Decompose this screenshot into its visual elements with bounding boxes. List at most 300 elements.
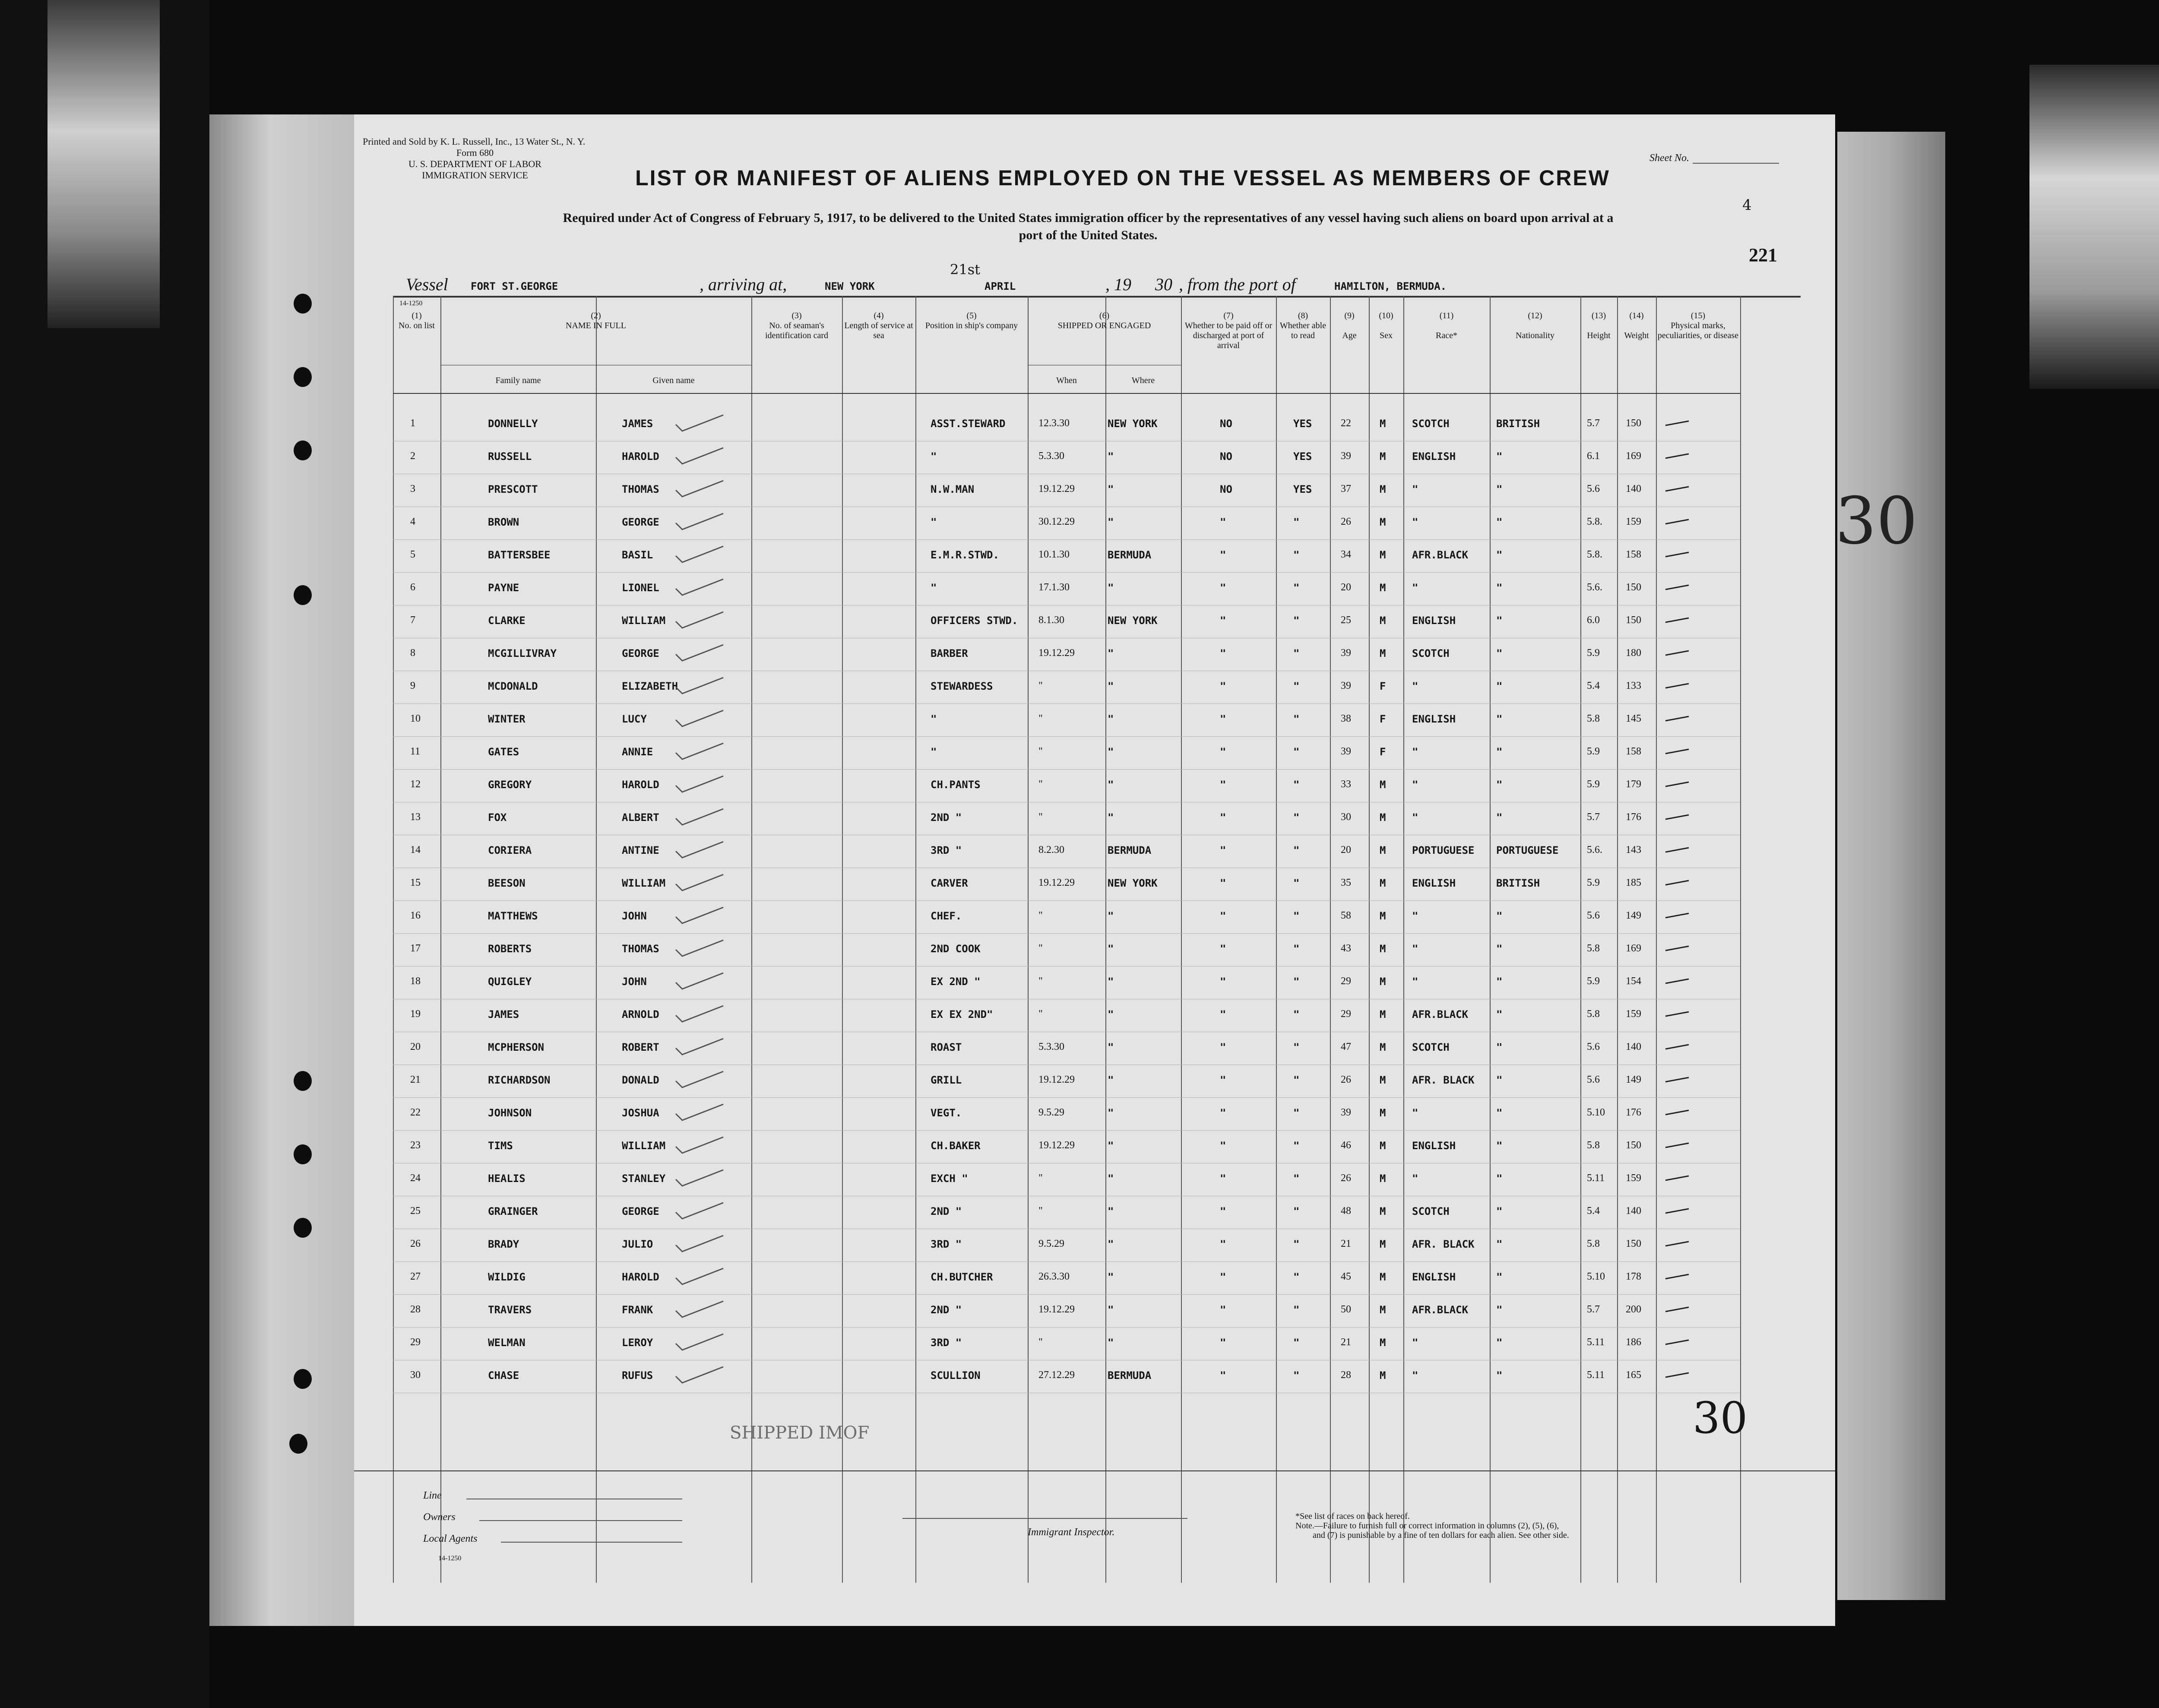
- able-to-read: ": [1293, 976, 1300, 988]
- shipped-when: 19.12.29: [1038, 877, 1075, 888]
- sheet-no-label: Sheet No.: [1649, 152, 1689, 164]
- row-number: 16: [410, 910, 421, 921]
- able-to-read: ": [1293, 516, 1300, 528]
- weight: 159: [1626, 1008, 1641, 1020]
- paid-off: ": [1220, 1271, 1226, 1283]
- nationality: ": [1496, 680, 1503, 692]
- sex: M: [1380, 1041, 1386, 1053]
- height: 5.6.: [1587, 844, 1602, 856]
- shipped-when: 30.12.29: [1038, 516, 1075, 527]
- height: 6.0: [1587, 615, 1600, 626]
- able-to-read: ": [1293, 1271, 1300, 1283]
- col-number: (7): [1223, 311, 1234, 320]
- table-row: [393, 966, 1740, 999]
- able-to-read: ": [1293, 746, 1300, 758]
- table-row: [393, 1065, 1740, 1098]
- shipped-when: 27.12.29: [1038, 1369, 1075, 1381]
- race: ENGLISH: [1412, 1140, 1456, 1152]
- height: 5.9: [1587, 647, 1600, 659]
- shipped-where: ": [1108, 647, 1114, 659]
- able-to-read: YES: [1293, 450, 1312, 463]
- age: 45: [1341, 1271, 1351, 1282]
- col-number: (10): [1379, 311, 1393, 320]
- binder-hole: [294, 440, 312, 460]
- check-mark-icon: [674, 871, 725, 893]
- sex: M: [1380, 877, 1386, 889]
- check-mark-icon: [674, 1298, 725, 1319]
- shipped-where: ": [1108, 483, 1114, 495]
- check-mark-icon: [674, 1199, 725, 1221]
- shipped-where: NEW YORK: [1108, 877, 1158, 889]
- race: ": [1412, 680, 1418, 692]
- nationality: ": [1496, 910, 1503, 922]
- position: CH.BUTCHER: [931, 1271, 993, 1283]
- table-row: [393, 1229, 1740, 1262]
- able-to-read: ": [1293, 1107, 1300, 1119]
- tick-mark-icon: [1665, 1009, 1690, 1018]
- nationality: ": [1496, 746, 1503, 758]
- check-mark-icon: [674, 641, 725, 663]
- paid-off: ": [1220, 746, 1226, 758]
- weight: 140: [1626, 483, 1641, 494]
- row-number: 23: [410, 1140, 421, 1151]
- paid-off: ": [1220, 910, 1226, 922]
- table-row: [393, 802, 1740, 835]
- col-header-no: [393, 311, 440, 331]
- nationality: ": [1496, 1074, 1503, 1086]
- nationality: ": [1496, 1304, 1503, 1316]
- tick-mark-icon: [1665, 648, 1690, 657]
- paid-off: ": [1220, 582, 1226, 594]
- year-prefix: , 19: [1105, 275, 1131, 294]
- owners-label: Owners: [423, 1512, 456, 1523]
- tick-mark-icon: [1665, 1042, 1690, 1051]
- height: 5.11: [1587, 1337, 1605, 1348]
- handwritten-total: 30: [1693, 1393, 1748, 1443]
- height: 5.10: [1587, 1271, 1605, 1282]
- height: 5.8.: [1587, 516, 1602, 527]
- film-strip-right: [2029, 65, 2159, 389]
- arrival-day: 21st: [950, 261, 980, 278]
- family-name: GREGORY: [488, 779, 532, 791]
- given-name: ROBERT: [622, 1041, 659, 1053]
- table-row: [393, 474, 1740, 507]
- form-number: Form 680: [456, 147, 494, 158]
- col-title: Sex: [1380, 331, 1393, 340]
- family-name: PRESCOTT: [488, 483, 538, 495]
- race: SCOTCH: [1412, 647, 1450, 659]
- weight: 133: [1626, 680, 1641, 691]
- col-title: SHIPPED OR ENGAGED: [1057, 321, 1151, 330]
- able-to-read: YES: [1293, 483, 1312, 495]
- race: AFR. BLACK: [1412, 1074, 1475, 1086]
- nationality: ": [1496, 1337, 1503, 1349]
- height: 5.8: [1587, 1008, 1600, 1020]
- row-number: 29: [410, 1337, 421, 1348]
- paid-off: NO: [1220, 418, 1232, 430]
- age: 38: [1341, 713, 1351, 724]
- tick-mark-icon: [1665, 1370, 1690, 1379]
- sex: M: [1380, 647, 1386, 659]
- check-mark-icon: [674, 904, 725, 925]
- shipped-where: ": [1108, 1041, 1114, 1053]
- film-strip-left: [47, 0, 160, 328]
- shipped-when: 9.5.29: [1038, 1238, 1064, 1249]
- tick-mark-icon: [1665, 1141, 1690, 1149]
- table-row: [393, 507, 1740, 540]
- table-row: [393, 933, 1740, 966]
- paid-off: ": [1220, 1107, 1226, 1119]
- shipped-when: ": [1038, 680, 1043, 691]
- sex: M: [1380, 582, 1386, 594]
- family-name: QUIGLEY: [488, 976, 532, 988]
- table-row: [393, 1130, 1740, 1163]
- family-name: BEESON: [488, 877, 526, 889]
- table-row: [393, 671, 1740, 704]
- shipped-where: ": [1108, 1205, 1114, 1217]
- col-title: Position in ship's company: [925, 321, 1018, 330]
- able-to-read: ": [1293, 1337, 1300, 1349]
- tick-mark-icon: [1665, 1305, 1690, 1313]
- position: 3RD ": [931, 844, 962, 856]
- row-number: 17: [410, 943, 421, 954]
- table-row: [393, 408, 1740, 441]
- shipped-where: ": [1108, 976, 1114, 988]
- sex: M: [1380, 1369, 1386, 1382]
- race: ENGLISH: [1412, 877, 1456, 889]
- tick-mark-icon: [1665, 681, 1690, 690]
- height: 5.8: [1587, 1238, 1600, 1249]
- paid-off: ": [1220, 1205, 1226, 1217]
- col-number: (8): [1298, 311, 1308, 320]
- height: 5.6: [1587, 1041, 1600, 1052]
- age: 35: [1341, 877, 1351, 888]
- shipped-when: ": [1038, 1172, 1043, 1184]
- position: SCULLION: [931, 1369, 981, 1382]
- subtitle-line: port of the United States.: [1019, 228, 1158, 242]
- binder-strip-left: [209, 114, 361, 1626]
- shipped-when: ": [1038, 1337, 1043, 1348]
- shipped-where: ": [1108, 1172, 1114, 1185]
- shipped-when: ": [1038, 713, 1043, 724]
- tick-mark-icon: [1665, 583, 1690, 591]
- page-mark: 4: [1742, 196, 1752, 214]
- paid-off: ": [1220, 877, 1226, 889]
- given-name: WILLIAM: [622, 1140, 666, 1152]
- age: 48: [1341, 1205, 1351, 1217]
- nationality: BRITISH: [1496, 418, 1540, 430]
- age: 26: [1341, 1172, 1351, 1184]
- weight: 150: [1626, 582, 1641, 593]
- able-to-read: ": [1293, 1172, 1300, 1185]
- department-label: U. S. DEPARTMENT OF LABOR: [408, 158, 541, 169]
- age: 33: [1341, 779, 1351, 790]
- age: 25: [1341, 615, 1351, 626]
- page-title: LIST OR MANIFEST OF ALIENS EMPLOYED ON THE VESSEL AS MEMBERS OF CREW: [635, 166, 1610, 190]
- row-number: 5: [410, 549, 415, 560]
- able-to-read: ": [1293, 647, 1300, 659]
- sex: M: [1380, 1205, 1386, 1217]
- family-name: BRADY: [488, 1238, 519, 1250]
- weight: 159: [1626, 516, 1641, 527]
- sex: M: [1380, 549, 1386, 561]
- weight: 179: [1626, 779, 1641, 790]
- age: 37: [1341, 483, 1351, 494]
- age: 46: [1341, 1140, 1351, 1151]
- position: BARBER: [931, 647, 968, 659]
- family-name: MCDONALD: [488, 680, 538, 692]
- age: 20: [1341, 582, 1351, 593]
- shipped-where: ": [1108, 1140, 1114, 1152]
- position: EX 2ND ": [931, 976, 981, 988]
- height: 5.4: [1587, 680, 1600, 691]
- footer-form-code: 14-1250: [438, 1555, 462, 1562]
- col-number: (14): [1629, 311, 1644, 320]
- position: 2ND ": [931, 1205, 962, 1217]
- tick-mark-icon: [1665, 845, 1690, 854]
- weight: 176: [1626, 1107, 1641, 1118]
- given-name: HAROLD: [622, 450, 659, 463]
- height: 5.11: [1587, 1172, 1605, 1184]
- shipped-where: ": [1108, 1074, 1114, 1086]
- shipped-when: 19.12.29: [1038, 1140, 1075, 1151]
- family-name: WINTER: [488, 713, 526, 725]
- tick-mark-icon: [1665, 812, 1690, 821]
- page-subtitle: [440, 209, 1736, 244]
- shipped-where: ": [1108, 516, 1114, 528]
- position: N.W.MAN: [931, 483, 975, 495]
- nationality: ": [1496, 811, 1503, 824]
- service-label: IMMIGRATION SERVICE: [422, 170, 528, 181]
- nationality: ": [1496, 1140, 1503, 1152]
- binder-hole: [294, 294, 312, 314]
- row-number: 3: [410, 483, 415, 494]
- table-row: [393, 835, 1740, 868]
- col-title: NAME IN FULL: [566, 321, 626, 330]
- header-top-rule: [393, 296, 1801, 298]
- tick-mark-icon: [1665, 911, 1690, 919]
- row-number: 26: [410, 1238, 421, 1249]
- paid-off: ": [1220, 615, 1226, 627]
- height: 5.10: [1587, 1107, 1605, 1118]
- shipped-when: ": [1038, 910, 1043, 921]
- tick-mark-icon: [1665, 1206, 1690, 1215]
- position: ": [931, 746, 937, 758]
- position: GRILL: [931, 1074, 962, 1086]
- arriving-label: , arriving at,: [700, 275, 787, 294]
- binder-hole: [294, 1369, 312, 1389]
- check-mark-icon: [674, 1035, 725, 1057]
- row-number: 14: [410, 844, 421, 856]
- col-number: (3): [791, 311, 802, 320]
- race: ": [1412, 483, 1418, 495]
- paid-off: ": [1220, 516, 1226, 528]
- able-to-read: ": [1293, 779, 1300, 791]
- age: 29: [1341, 1008, 1351, 1020]
- tick-mark-icon: [1665, 747, 1690, 755]
- race: AFR.BLACK: [1412, 1304, 1469, 1316]
- shipped-stamp: SHIPPED IMOF: [730, 1423, 870, 1443]
- check-mark-icon: [674, 576, 725, 597]
- weight: 150: [1626, 1140, 1641, 1151]
- shipped-when: ": [1038, 746, 1043, 757]
- race: ENGLISH: [1412, 1271, 1456, 1283]
- height: 5.6.: [1587, 582, 1602, 593]
- weight: 178: [1626, 1271, 1641, 1282]
- nationality: ": [1496, 1271, 1503, 1283]
- table-row: [393, 539, 1740, 573]
- col-title: Height: [1587, 331, 1611, 340]
- binder-hole: [294, 367, 312, 387]
- given-name: FRANK: [622, 1304, 653, 1316]
- inspector-label: Immigrant Inspector.: [1028, 1527, 1115, 1538]
- given-name: JOHN: [622, 910, 647, 922]
- col-number: (15): [1690, 311, 1706, 320]
- shipped-where: ": [1108, 713, 1114, 725]
- tick-mark-icon: [1665, 517, 1690, 526]
- able-to-read: ": [1293, 877, 1300, 889]
- paid-off: ": [1220, 647, 1226, 659]
- row-number: 30: [410, 1369, 421, 1381]
- able-to-read: ": [1293, 1238, 1300, 1250]
- table-row: [393, 1261, 1740, 1295]
- sex: F: [1380, 680, 1386, 692]
- paid-off: NO: [1220, 483, 1232, 495]
- able-to-read: ": [1293, 713, 1300, 725]
- race: ": [1412, 1337, 1418, 1349]
- weight: 140: [1626, 1041, 1641, 1052]
- height: 5.7: [1587, 1304, 1600, 1315]
- age: 21: [1341, 1337, 1351, 1348]
- table-row: [393, 1163, 1740, 1196]
- check-mark-icon: [674, 477, 725, 499]
- nationality: ": [1496, 1107, 1503, 1119]
- sex: M: [1380, 1172, 1386, 1185]
- position: CH.PANTS: [931, 779, 981, 791]
- check-mark-icon: [674, 510, 725, 532]
- shipped-when: ": [1038, 779, 1043, 790]
- footer-note: [1295, 1512, 1727, 1540]
- shipped-where: ": [1108, 450, 1114, 463]
- given-name: GEORGE: [622, 647, 659, 659]
- given-name: THOMAS: [622, 943, 659, 955]
- row-number: 27: [410, 1271, 421, 1282]
- row-number: 21: [410, 1074, 421, 1085]
- sheet-no-line: [1693, 163, 1779, 164]
- shipped-where: ": [1108, 746, 1114, 758]
- age: 21: [1341, 1238, 1351, 1249]
- age: 43: [1341, 943, 1351, 954]
- position: OFFICERS STWD.: [931, 615, 1018, 627]
- height: 5.8: [1587, 943, 1600, 954]
- sex: M: [1380, 1107, 1386, 1119]
- check-mark-icon: [674, 1363, 725, 1385]
- shipped-where: ": [1108, 1337, 1114, 1349]
- col-title: Age: [1342, 331, 1357, 340]
- able-to-read: ": [1293, 1074, 1300, 1086]
- col-number: (4): [874, 311, 884, 320]
- nationality: ": [1496, 779, 1503, 791]
- weight: 150: [1626, 418, 1641, 429]
- shipped-when: 19.12.29: [1038, 647, 1075, 659]
- local-agents-label: Local Agents: [423, 1533, 478, 1544]
- age: 28: [1341, 1369, 1351, 1381]
- family-name: HEALIS: [488, 1172, 526, 1185]
- position: 3RD ": [931, 1337, 962, 1349]
- table-row: [393, 703, 1740, 737]
- table-row: [393, 638, 1740, 671]
- race: PORTUGUESE: [1412, 844, 1475, 856]
- shipped-when: 19.12.29: [1038, 483, 1075, 494]
- check-mark-icon: [674, 1068, 725, 1090]
- sex: M: [1380, 811, 1386, 824]
- col-title: Nationality: [1516, 331, 1554, 340]
- position: EXCH ": [931, 1172, 968, 1185]
- shipped-where: BERMUDA: [1108, 844, 1152, 856]
- height: 5.4: [1587, 1205, 1600, 1217]
- weight: 140: [1626, 1205, 1641, 1217]
- tick-mark-icon: [1665, 944, 1690, 952]
- able-to-read: ": [1293, 1041, 1300, 1053]
- paid-off: ": [1220, 1172, 1226, 1185]
- age: 50: [1341, 1304, 1351, 1315]
- nationality: ": [1496, 1205, 1503, 1217]
- row-number: 4: [410, 516, 415, 527]
- col-header-where: Where: [1131, 376, 1155, 385]
- col-number: (5): [966, 311, 977, 320]
- paid-off: ": [1220, 1304, 1226, 1316]
- row-number: 7: [410, 615, 415, 626]
- nationality: PORTUGUESE: [1496, 844, 1559, 856]
- row-number: 18: [410, 976, 421, 987]
- sex: M: [1380, 1008, 1386, 1020]
- shipped-when: 5.3.30: [1038, 1041, 1064, 1052]
- race: ": [1412, 943, 1418, 955]
- race: ": [1412, 811, 1418, 824]
- age: 39: [1341, 450, 1351, 462]
- able-to-read: ": [1293, 1140, 1300, 1152]
- shipped-where: NEW YORK: [1108, 418, 1158, 430]
- position: 2ND COOK: [931, 943, 981, 955]
- position: ASST.STEWARD: [931, 418, 1006, 430]
- weight: 180: [1626, 647, 1641, 659]
- col-header-when: When: [1056, 376, 1077, 385]
- shipped-when: 12.3.30: [1038, 418, 1070, 429]
- shipped-where: ": [1108, 1238, 1114, 1250]
- nationality: ": [1496, 1041, 1503, 1053]
- race: AFR.BLACK: [1412, 1008, 1469, 1020]
- height: 5.8.: [1587, 549, 1602, 560]
- given-name: ARNOLD: [622, 1008, 659, 1020]
- shipped-where: ": [1108, 1008, 1114, 1020]
- arrival-port: NEW YORK: [825, 280, 875, 292]
- row-number: 9: [410, 680, 415, 691]
- tick-mark-icon: [1665, 976, 1690, 985]
- check-mark-icon: [674, 937, 725, 958]
- family-name: JOHNSON: [488, 1107, 532, 1119]
- paid-off: ": [1220, 680, 1226, 692]
- vessel-label: Vessel: [406, 275, 448, 294]
- col-title: No. of seaman's identification card: [765, 321, 829, 340]
- shipped-when: ": [1038, 943, 1043, 954]
- height: 5.6: [1587, 910, 1600, 921]
- tick-mark-icon: [1665, 714, 1690, 722]
- shipped-when: ": [1038, 811, 1043, 823]
- shipped-where: ": [1108, 943, 1114, 955]
- given-name: RUFUS: [622, 1369, 653, 1382]
- table-row: [393, 605, 1740, 638]
- able-to-read: ": [1293, 1205, 1300, 1217]
